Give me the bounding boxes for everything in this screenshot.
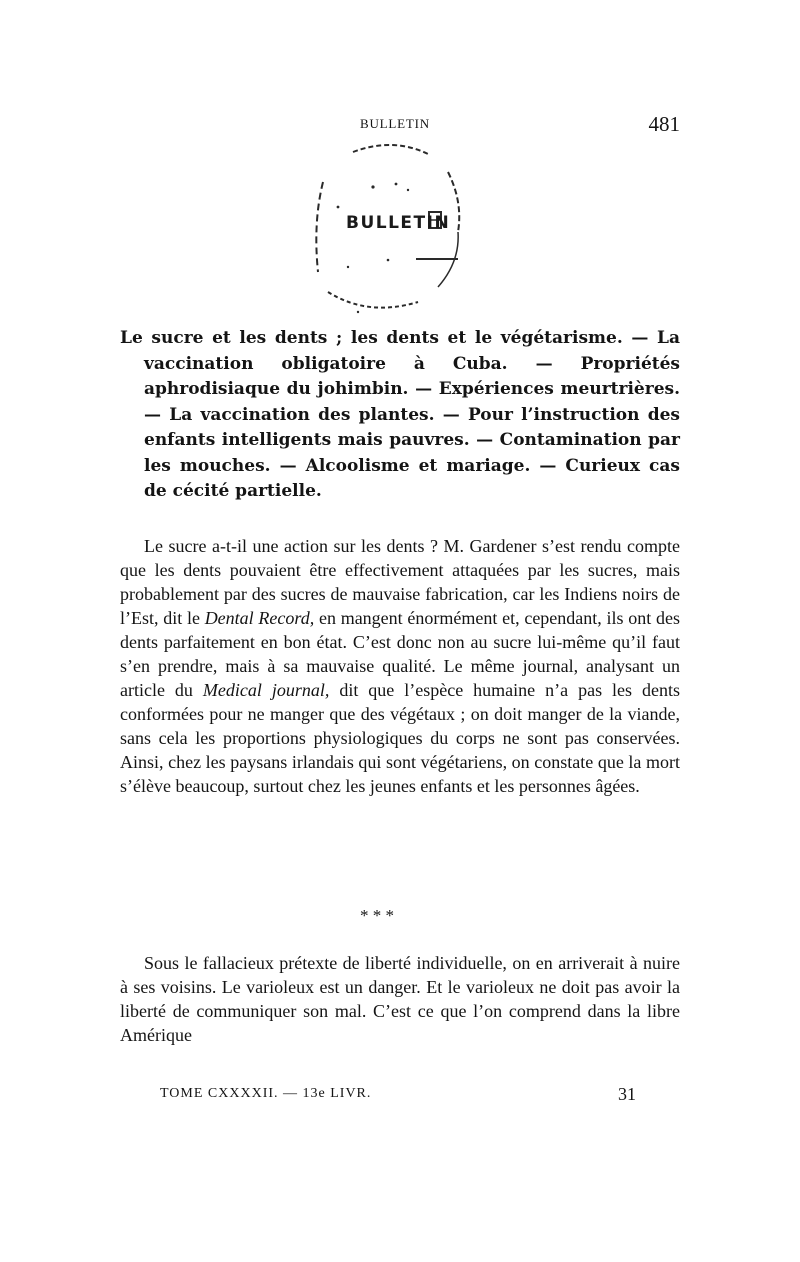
section-separator [360,906,440,936]
chapter-summary: Le sucre et les dents ; les dents et le végétarisme. — La vaccination obligatoire à Cuba. — Propriétés aphrodisiaque du johimbin. — Expériences meurtrières. — La vaccination des plantes. — Pour l’instruction des enfants intelligents mais pauvres. — Contamination par les mouches. — Alcoolisme et mariage. — Curieux cas de cécité partielle. [120,328,680,501]
stamp-label: BULLETIN [346,213,451,233]
library-stamp [298,132,478,332]
volume-signature: TOME CXXXXII. — 13e LIVR. [160,1086,372,1101]
page-number: 481 [648,112,680,136]
paragraph [120,534,680,798]
journal-title: Medical journal, [202,680,330,700]
sheet-number: 31 [618,1084,636,1104]
paragraph-text: en mangent énormément et, cependant, ils ont des dents parfaitement en bon état. C’est donc non au sucre lui-même qu’il faut s’en prendre, mais à sa mauvaise qualité. Le même journal, analysant un article du [120,608,680,700]
paragraph-text: Le sucre a-t-il une action sur les dents ? M. Gardener s’est rendu compte que les dents pouvaient être effectivement attaquées par les sucres, mais probablement par des sucres de mauvaise fabrication, car les Indiens noirs de l’Est, dit le [120,536,680,628]
running-title: BULLETIN [360,116,430,131]
paragraph: Sous le fallacieux prétexte de liberté individuelle, on en arriverait à nuire à ses voisins. Le varioleux est un danger. Et le varioleux ne doit pas avoir la liberté de communiquer son mal. C’est ce que l’on comprend dans la libre Amérique [120,953,680,1045]
page-footer [120,1084,680,1108]
paragraph-text: dit que l’espèce humaine n’a pas les dents conformées pour ne manger que des végétaux ; on doit manger de la viande, sans cela les proportions physiologiques du corps ne sont pas conservées. Ainsi, chez les paysans irlandais qui sont végétariens, on constate que la mort s’élève beaucoup, surtout chez les jeunes enfants et les personnes âgées. [120,680,680,796]
separator-text: * * * [360,906,394,925]
journal-title: Dental Record, [204,608,315,628]
